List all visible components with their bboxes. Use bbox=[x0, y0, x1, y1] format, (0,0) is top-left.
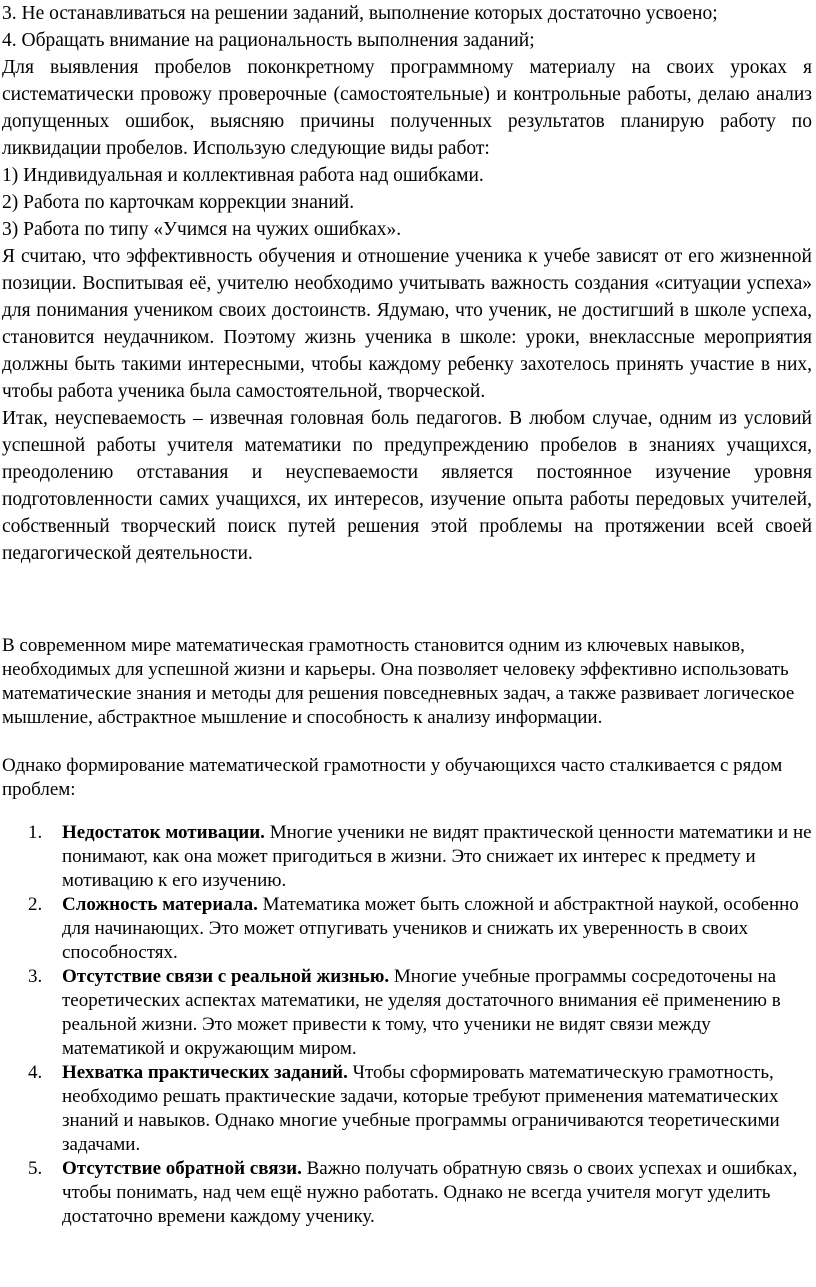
math-literacy-section bbox=[2, 634, 814, 1229]
problem-text: Многие учебные программы сосредоточены на теоретических аспектах математики, не уделяя достаточного внимания её применению в реальной жизни. Это может привести к тому, что ученики не видят связи между математикой и окружающим миром. bbox=[62, 966, 781, 1059]
paragraph-conclusion: Итак, неуспеваемость – извечная головная боль педагогов. В любом случае, одним из условий успешной работы учителя математики по предупреждению пробелов в знаниях учащихся, преодолению отставания и неуспеваемости является постоянное изучение уровня подготовленности самих учащихся, их интересов, изучение опыта работы передовых учителей, собственный творческий поиск путей решения этой проблемы на протяжении всей своей педагогической деятельности. bbox=[2, 408, 812, 564]
list-item bbox=[2, 1157, 814, 1229]
problem-text: Математика может быть сложной и абстрактной наукой, особенно для начинающих. Это может отпугивать учеников и снижать их уверенность в своих способностях. bbox=[62, 894, 799, 963]
list-number: 5. bbox=[28, 1158, 43, 1179]
work-type-1: 1) Индивидуальная и коллективная работа над ошибками. bbox=[2, 165, 484, 186]
list-number: 4. bbox=[28, 1062, 43, 1083]
list-number: 3. bbox=[28, 966, 43, 987]
spacer bbox=[2, 730, 814, 754]
paragraph-gap-detection: Для выявления пробелов поконкретному программному материалу на своих уроках я систематически провожу проверочные (самостоятельные) и контрольные работы, делаю анализ допущенных ошибок, выясняю причины полученных результатов планирую работу по ликвидации пробелов. Использую следующие виды работ: bbox=[2, 57, 812, 159]
list-number: 2. bbox=[28, 894, 43, 915]
methods-section bbox=[2, 0, 812, 567]
list-item bbox=[2, 821, 814, 893]
work-type-2: 2) Работа по карточкам коррекции знаний. bbox=[2, 192, 355, 213]
list-number: 1. bbox=[28, 822, 43, 843]
problem-text: Чтобы сформировать математическую грамотность, необходимо решать практические задачи, которые требуют применения математических знаний и навыков. Однако многие учебные программы ограничиваются теоретическими задачами. bbox=[62, 1062, 780, 1155]
problem-title: Отсутствие связи с реальной жизнью. bbox=[62, 966, 390, 987]
item-4: 4. Обращать внимание на рациональность выполнения заданий; bbox=[2, 30, 535, 51]
list-item bbox=[2, 893, 814, 965]
problem-title: Нехватка практических заданий. bbox=[62, 1062, 348, 1083]
problem-title: Недостаток мотивации. bbox=[62, 822, 265, 843]
item-3: 3. Не останавливаться на решении заданий, выполнение которых достаточно усвоено; bbox=[2, 3, 718, 24]
paragraph-problems-intro: Однако формирование математической грамотности у обучающихся часто сталкивается с рядом проблем: bbox=[2, 755, 783, 800]
problem-title: Сложность материала. bbox=[62, 894, 258, 915]
paragraph-success-situation: Я считаю, что эффективность обучения и отношение ученика к учебе зависят от его жизненной позиции. Воспитывая её, учителю необходимо учитывать важность создания «ситуации успеха» для понимания учеником своих достоинств. Ядумаю, что ученик, не достигший в школе успеха, становится неудачником. Поэтому жизнь ученика в школе: уроки, внеклассные мероприятия должны быть такими интересными, чтобы каждому ребенку захотелось принять участие в них, чтобы работа ученика была самостоятельной, творческой. bbox=[2, 246, 812, 402]
problem-text: Многие ученики не видят практической ценности математики и не понимают, как она может пригодиться в жизни. Это снижает их интерес к предмету и мотивацию к его изучению. bbox=[62, 822, 812, 891]
problem-title: Отсутствие обратной связи. bbox=[62, 1158, 302, 1179]
paragraph-math-literacy: В современном мире математическая грамотность становится одним из ключевых навыков, необходимых для успешной жизни и карьеры. Она позволяет человеку эффективно использовать математические знания и методы для решения повседневных задач, а также развивает логическое мышление, абстрактное мышление и способность к анализу информации. bbox=[2, 635, 795, 728]
problem-text: Важно получать обратную связь о своих успехах и ошибках, чтобы понимать, над чем ещё нужно работать. Однако не всегда учителя могут уделить достаточно времени каждому ученику. bbox=[62, 1158, 798, 1227]
list-item bbox=[2, 965, 814, 1061]
list-item bbox=[2, 1061, 814, 1157]
work-type-3: 3) Работа по типу «Учимся на чужих ошибках». bbox=[2, 219, 402, 240]
problems-list bbox=[2, 821, 814, 1229]
